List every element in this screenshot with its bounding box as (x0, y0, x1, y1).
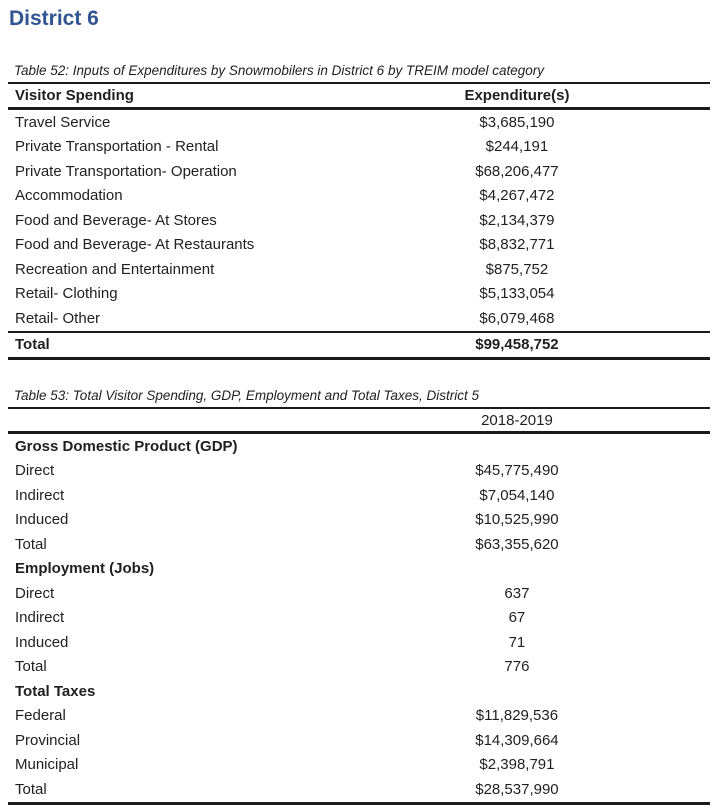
row-value: 776 (504, 658, 530, 676)
row-value: $68,206,477 (475, 162, 559, 180)
row-value: $5,133,054 (479, 285, 555, 303)
row-value: $2,134,379 (479, 211, 555, 229)
column-header-empty (8, 408, 324, 433)
row-label: Private Transportation- Operation (15, 162, 237, 180)
table-row (8, 257, 710, 282)
row-value: $11,829,536 (475, 707, 559, 725)
row-value: $875,752 (485, 260, 549, 278)
row-label: Indirect (15, 609, 65, 627)
section-label: Gross Domestic Product (GDP) (15, 437, 238, 455)
table-row (8, 109, 710, 135)
total-label: Total (8, 332, 324, 359)
page-title: District 6 (9, 7, 99, 30)
table-row (8, 282, 710, 307)
section-row-gdp (8, 433, 710, 459)
row-label: Municipal (15, 756, 79, 774)
table-52-caption: Table 52: Inputs of Expenditures by Snowmobilers in District 6 by TREIM model category (14, 63, 544, 78)
section-label: Total Taxes (15, 682, 96, 700)
section-value (324, 679, 710, 704)
row-label: Direct (15, 462, 55, 480)
row-label: Recreation and Entertainment (15, 260, 215, 278)
row-value: $3,685,190 (479, 113, 555, 131)
row-value: $10,525,990 (475, 511, 559, 529)
row-value: $45,775,490 (475, 462, 559, 480)
table-53-header-row (8, 408, 710, 433)
row-label: Travel Service (15, 113, 111, 131)
row-label: Provincial (15, 731, 81, 749)
row-label: Total (8, 777, 324, 803)
table-row (8, 208, 710, 233)
row-label: Food and Beverage- At Restaurants (15, 236, 255, 254)
row-label: Food and Beverage- At Stores (15, 211, 217, 229)
row-value: $4,267,472 (479, 187, 555, 205)
table-row (8, 753, 710, 778)
table-row (8, 159, 710, 184)
row-label: Total (15, 535, 47, 553)
row-label: Indirect (15, 486, 65, 504)
table-row (8, 630, 710, 655)
table-53-caption: Table 53: Total Visitor Spending, GDP, Employment and Total Taxes, District 5 (14, 388, 480, 403)
row-value: $14,309,664 (475, 731, 559, 749)
row-label: Direct (15, 584, 55, 602)
table-52 (8, 82, 710, 360)
table-row (8, 184, 710, 209)
table-row (8, 459, 710, 484)
row-label: Federal (15, 707, 66, 725)
row-label: Retail- Clothing (15, 285, 118, 303)
table-row (8, 135, 710, 160)
row-label: Induced (15, 633, 69, 651)
table-row (8, 233, 710, 258)
table-row (8, 532, 710, 557)
row-value: $2,398,791 (479, 756, 555, 774)
table-row (8, 655, 710, 680)
section-row-total-taxes (8, 679, 710, 704)
row-value: 71 (508, 633, 526, 651)
row-value: $244,191 (485, 138, 549, 156)
table-row (8, 581, 710, 606)
column-header-year: 2018-2019 (324, 408, 710, 433)
column-header-expenditures: Expenditure(s) (324, 83, 710, 109)
total-value: $99,458,752 (324, 332, 710, 359)
row-value: $7,054,140 (479, 486, 555, 504)
row-label: Retail- Other (15, 309, 101, 327)
row-value: 637 (504, 584, 530, 602)
section-value (324, 557, 710, 582)
row-value: $28,537,990 (324, 777, 710, 803)
table-row (8, 728, 710, 753)
section-value (324, 433, 710, 459)
table-row (8, 306, 710, 332)
table-row (8, 508, 710, 533)
table-row (8, 483, 710, 508)
table-52-header-row (8, 83, 710, 109)
row-value: $63,355,620 (475, 535, 559, 553)
row-label: Private Transportation - Rental (15, 138, 219, 156)
table-row (8, 704, 710, 729)
row-value: $8,832,771 (479, 236, 555, 254)
column-header-visitor-spending: Visitor Spending (8, 83, 324, 109)
row-value: $6,079,468 (479, 309, 555, 327)
table-row (8, 777, 710, 803)
row-label: Total (15, 658, 47, 676)
table-53 (8, 407, 710, 805)
section-row-employment (8, 557, 710, 582)
row-label: Induced (15, 511, 69, 529)
section-label: Employment (Jobs) (15, 560, 155, 578)
total-row (8, 332, 710, 359)
row-value: 67 (508, 609, 526, 627)
row-label: Accommodation (15, 187, 123, 205)
table-row (8, 606, 710, 631)
